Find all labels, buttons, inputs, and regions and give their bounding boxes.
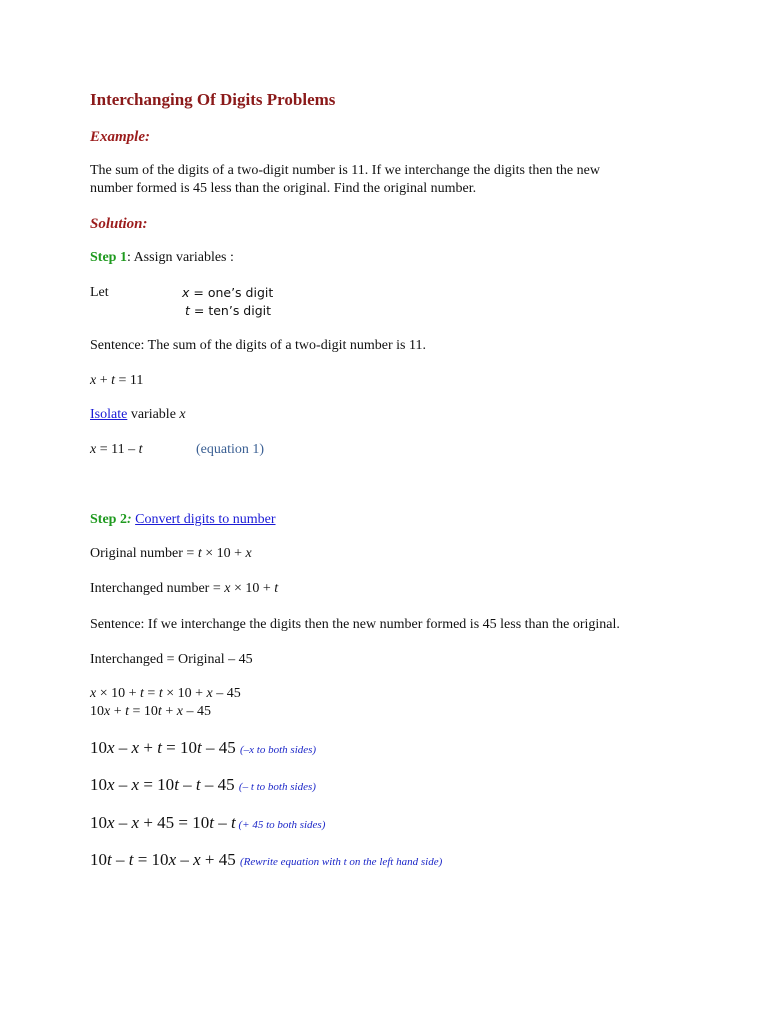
original-x: x — [245, 546, 252, 561]
definition-x — [182, 284, 273, 302]
eq-d-part: – — [114, 775, 132, 794]
solution-heading: Solution: — [90, 216, 148, 232]
step2-line — [90, 511, 276, 529]
equation-a — [90, 685, 241, 703]
eq-f-part: = 10 — [133, 850, 169, 869]
step2-label: Step 2 — [90, 512, 127, 527]
eq-b-part: 10 — [90, 704, 104, 719]
eq-e-part: x — [107, 813, 115, 832]
original-t: t — [197, 546, 202, 561]
step1-separator: : — [126, 250, 131, 265]
eq-c-part: t — [157, 738, 162, 757]
eq-f-hint: (Rewrite equation with t on the left hand side) — [240, 856, 443, 868]
page-title: Interchanging Of Digits Problems — [90, 90, 336, 109]
isolate-text: variable — [127, 407, 180, 422]
eq-sum-x: x — [90, 373, 97, 388]
sentence-2: Sentence: If we interchange the digits then the new number formed is 45 less than the original. — [90, 617, 620, 632]
eq-a-part: × 10 + — [162, 686, 207, 701]
equation-f — [90, 849, 442, 873]
definition-t — [182, 302, 273, 320]
eq-c-part: – 45 — [201, 738, 240, 757]
eq-d-part: = 10 — [139, 775, 175, 794]
eq1-mid: = 11 – — [96, 442, 139, 457]
eq-e-part: t — [231, 813, 236, 832]
original-number-line — [90, 545, 252, 563]
eq-a-part: t — [140, 686, 144, 701]
eq1-x: x — [90, 442, 97, 457]
eq-c-hint: (–x to both sides) — [240, 744, 317, 756]
sentence-1: Sentence: The sum of the digits of a two-digit number is 11. — [90, 338, 426, 353]
isolate-var: x — [179, 407, 186, 422]
eq-d-part: t — [174, 775, 179, 794]
eq-e-part: – — [114, 813, 132, 832]
eq-f-part: t — [107, 850, 112, 869]
eq-a-part: = — [143, 686, 159, 701]
eq-b-part: x — [176, 704, 183, 719]
definition-t-text: = ten’s digit — [189, 303, 272, 318]
eq-d-part: t — [195, 775, 201, 794]
eq-sum-t: t — [111, 373, 116, 388]
step1-label: Step 1 — [90, 250, 127, 265]
eq-c-part: x — [131, 738, 140, 757]
step1-text: Assign variables : — [130, 250, 234, 265]
eq-d-part: 10 — [90, 775, 107, 794]
eq-f-part: t — [128, 850, 134, 869]
eq-sum-rest: = 11 — [115, 373, 144, 388]
eq-c-part: + — [139, 738, 158, 757]
eq-a-part: x — [90, 686, 97, 701]
eq-b-part: t — [125, 704, 130, 719]
let-word: Let — [90, 285, 109, 300]
eq-b-part: x — [104, 704, 111, 719]
eq-d-part: – — [178, 775, 196, 794]
eq-c-part: t — [197, 738, 202, 757]
eq-c-part: = 10 — [161, 738, 198, 757]
eq1-t: t — [138, 442, 143, 457]
interchanged-x: x — [224, 581, 231, 596]
eq-b-part: = 10 — [129, 704, 158, 719]
eq-f-part: x — [193, 850, 201, 869]
convert-digits-link[interactable]: Convert digits to number — [135, 512, 276, 527]
step1-line — [90, 249, 234, 267]
eq-e-part: 10 — [90, 813, 107, 832]
eq-d-part: – 45 — [200, 775, 239, 794]
equation-1-line — [90, 441, 143, 459]
interchanged-t: t — [274, 581, 279, 596]
eq-f-part: + 45 — [200, 850, 240, 869]
isolate-link[interactable]: Isolate — [90, 407, 128, 422]
eq-a-part: x — [206, 686, 213, 701]
interchanged-mid: × 10 + — [230, 581, 275, 596]
eq-d-part: x — [107, 775, 115, 794]
problem-text-line-1: The sum of the digits of a two-digit number is 11. If we interchange the digits then the new — [90, 163, 600, 178]
eq-sum-plus: + — [96, 373, 112, 388]
eq-f-part: – — [111, 850, 129, 869]
definition-t-var: t — [185, 303, 190, 318]
eq-f-part: 10 — [90, 850, 107, 869]
eq-b-part: + — [110, 704, 126, 719]
isolate-line — [90, 406, 186, 424]
eq-f-part: – — [176, 850, 194, 869]
equation-c — [90, 737, 316, 761]
eq-e-hint: (+ 45 to both sides) — [235, 819, 326, 831]
document-page — [90, 0, 750, 1024]
equation-e — [90, 812, 325, 836]
eq-e-part: t — [209, 813, 215, 832]
definition-x-var: x — [182, 285, 190, 300]
relation-line: Interchanged = Original – 45 — [90, 652, 253, 667]
eq-c-part: – — [114, 738, 132, 757]
eq-a-part: t — [158, 686, 163, 701]
eq-f-part: x — [168, 850, 177, 869]
eq-e-part: – — [214, 813, 232, 832]
eq-a-part: – 45 — [212, 686, 241, 701]
equation-b — [90, 703, 211, 721]
step2-separator: : — [126, 512, 132, 527]
interchanged-number-text: Interchanged number = — [90, 581, 225, 596]
eq-b-part: t — [157, 704, 162, 719]
definition-x-text: = one’s digit — [189, 285, 274, 300]
eq-c-part: x — [107, 738, 115, 757]
equation-sum — [90, 372, 143, 390]
eq-d-part: x — [131, 775, 140, 794]
original-number-text: Original number = — [90, 546, 198, 561]
eq-b-part: + — [161, 704, 177, 719]
original-mid: × 10 + — [201, 546, 246, 561]
interchanged-number-line — [90, 580, 278, 598]
problem-text-line-2: number formed is 45 less than the original. Find the original number. — [90, 181, 477, 196]
equation-d — [90, 774, 316, 798]
variable-definitions — [182, 284, 273, 320]
eq-d-hint: (– t to both sides) — [238, 781, 316, 793]
example-heading: Example: — [90, 129, 150, 145]
eq-e-part: + 45 = 10 — [139, 813, 210, 832]
eq-a-part: × 10 + — [96, 686, 141, 701]
eq-e-part: x — [131, 813, 140, 832]
eq-b-part: – 45 — [182, 704, 211, 719]
eq-c-part: 10 — [90, 738, 107, 757]
equation-1-note: (equation 1) — [196, 442, 265, 457]
